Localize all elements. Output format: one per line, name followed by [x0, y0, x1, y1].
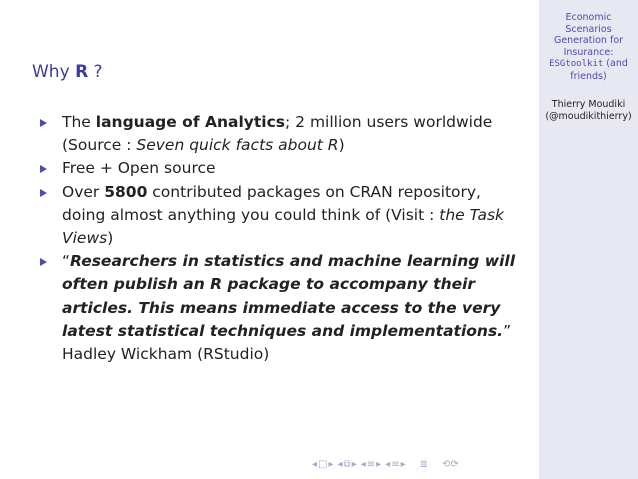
bullet-triangle-icon [40, 119, 47, 127]
title-line: Insurance: [563, 46, 614, 58]
title-mono: ESGtoolkit [549, 59, 604, 69]
item-text: contributed packages on CRAN repository, doing almost anything you could think of (Visit : [62, 182, 481, 224]
item-text: ; 2 million users worldwide (Source : [62, 113, 493, 155]
list-item [40, 250, 520, 366]
bullet-triangle-icon [40, 258, 47, 266]
nav-frame-icon[interactable]: □ [318, 458, 328, 470]
nav-left-arrow-icon[interactable]: ◂ [360, 458, 366, 470]
quote-open: “ [62, 252, 71, 271]
quote-text: Researchers in statistics and machine learning will often publish an R package to accompany their articles. This means immediate access to the very latest statistical techniques and implementations. [62, 252, 516, 340]
nav-search-icon[interactable]: ⟲⟳ [442, 458, 459, 470]
author-name: Thierry Moudiki [551, 99, 626, 110]
frame-title [32, 62, 103, 82]
nav-section-group [361, 459, 381, 470]
frame-title-pre: Why [32, 62, 76, 82]
list-item [40, 111, 520, 157]
author-block [539, 99, 638, 122]
nav-right-arrow-icon[interactable]: ▸ [376, 458, 382, 470]
item-text: The [62, 113, 96, 131]
nav-left-arrow-icon[interactable]: ◂ [337, 458, 343, 470]
quote-attribution: ” Hadley Wickham (RStudio) [62, 321, 512, 364]
item-text: ) [107, 229, 114, 248]
list-item [40, 181, 520, 251]
title-line: Scenarios [565, 23, 612, 35]
title-line: Economic [565, 12, 612, 23]
nav-right-arrow-icon[interactable]: ▸ [400, 458, 406, 470]
beamer-navigation [312, 456, 459, 472]
item-text: ) [338, 136, 345, 155]
title-line: Generation for [553, 35, 624, 46]
nav-subsection-icon[interactable]: ⧉ [343, 458, 351, 470]
list-item [40, 157, 520, 180]
title-line [539, 58, 638, 71]
frame-title-bold: R [75, 62, 89, 82]
title-line: friends) [570, 70, 607, 82]
nav-section-icon[interactable]: ≡ [366, 458, 376, 470]
nav-left-arrow-icon[interactable]: ◂ [312, 458, 318, 470]
task-views-link[interactable]: the Task Views [62, 205, 505, 248]
nav-document-group [385, 459, 405, 470]
nav-document-icon[interactable]: ≡ [391, 458, 400, 470]
bullet-triangle-icon [40, 165, 47, 173]
nav-left-arrow-icon[interactable]: ◂ [385, 458, 391, 470]
item-text: Over [62, 182, 105, 201]
item-bold: 5800 [104, 182, 148, 201]
bullet-triangle-icon [40, 189, 47, 197]
bullet-list [40, 111, 520, 366]
nav-subsection-group [338, 459, 357, 470]
frame-title-post: ? [88, 62, 103, 82]
item-bold: language of Analytics [95, 113, 285, 131]
author-handle: (@moudikithierry) [545, 110, 632, 122]
nav-right-arrow-icon[interactable]: ▸ [351, 458, 357, 470]
title-line-part: (and [603, 58, 628, 69]
item-text: Free + Open source [62, 159, 216, 178]
nav-align-icon[interactable]: ≣ [419, 458, 429, 470]
sidebar [539, 0, 638, 479]
presentation-title[interactable] [539, 12, 638, 82]
nav-frame-group [312, 459, 334, 470]
source-link[interactable]: Seven quick facts about R [136, 136, 339, 155]
nav-right-arrow-icon[interactable]: ▸ [328, 458, 334, 470]
